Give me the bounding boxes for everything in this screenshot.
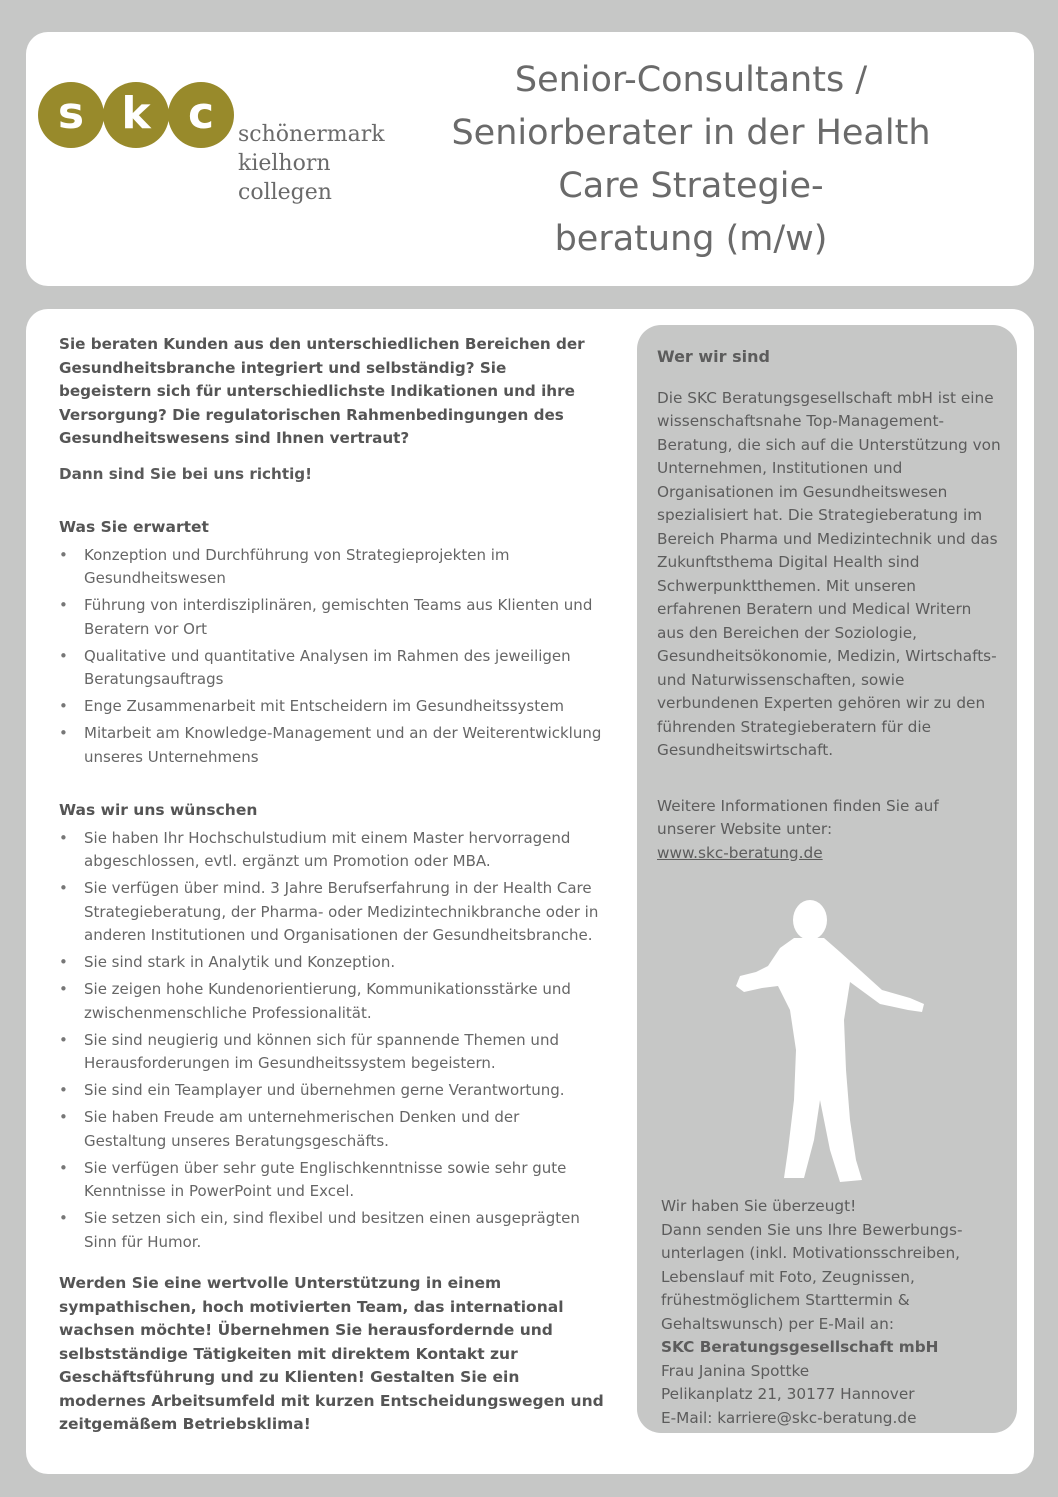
- list-item: • Sie verfügen über mind. 3 Jahre Berufserfahrung in der Health Care Strategieberatung, der Pharma- oder Medizintechnikbranche oder in anderen Institutionen und Organisationen der Gesundheitsbranche.: [59, 877, 604, 948]
- logo-letter: k: [121, 88, 151, 139]
- list-item: • Mitarbeit am Knowledge-Management und an der Weiterentwicklung unseres Unternehmens: [59, 722, 604, 769]
- job-title: Senior-Consultants / Seniorberater in der Health Care Strategie- beratung (m/w): [451, 60, 931, 259]
- skc-logo: [38, 82, 238, 148]
- list-item: • Sie sind neugierig und können sich für spannende Themen und Herausforderungen im Gesundheitssystem begeistern.: [59, 1029, 604, 1076]
- list-item: • Sie zeigen hohe Kundenorientierung, Kommunikationsstärke und zwischenmenschliche Professionalität.: [59, 978, 604, 1025]
- list-item: • Sie setzen sich ein, sind flexibel und besitzen einen ausgeprägten Sinn für Humor.: [59, 1207, 604, 1254]
- wish-list: [59, 827, 604, 1255]
- header-card: [26, 32, 1034, 286]
- list-item: • Sie haben Freude am unternehmerischen Denken und der Gestaltung unseres Beratungsgeschäfts.: [59, 1106, 604, 1153]
- list-item: • Sie sind stark in Analytik und Konzeption.: [59, 951, 604, 975]
- list-item: • Enge Zusammenarbeit mit Entscheidern im Gesundheitssystem: [59, 695, 604, 719]
- info-text: Weitere Informationen finden Sie auf unserer Website unter:: [657, 796, 939, 838]
- about-text: Die SKC Beratungsgesellschaft mbH ist eine wissenschaftsnahe Top-Management-Beratung, die sich auf die Unterstützung von Unternehmen, Institutionen und Organisationen im Gesundheitswesen spezialisiert hat. Die Strategieberatung im Bereich Pharma und Medizintechnik und das Zukunftsthema Digital Health sind Schwerpunktthemen. Mit unseren erfahrenen Beratern und Medical Writern aus den Bereichen der Soziologie, Gesundheitsökonomie, Medizin, Wirtschafts- und Naturwissenschaften, sowie verbundenen Experten gehören wir zu den führenden Strategieberatern für die Gesundheitswirtschaft.: [657, 388, 1001, 759]
- convinced-text: Wir haben Sie überzeugt!: [661, 1197, 857, 1215]
- section-heading-expect: Was Sie erwartet: [59, 518, 209, 536]
- logo-letter: s: [57, 88, 85, 139]
- list-item: • Qualitative und quantitative Analysen im Rahmen des jeweiligen Beratungsauftrags: [59, 645, 604, 692]
- list-item: • Konzeption und Durchführung von Strategieprojekten im Gesundheitswesen: [59, 544, 604, 591]
- logo-wordmark: schönermark kielhorn collegen: [238, 122, 385, 205]
- apply-text: Dann senden Sie uns Ihre Bewerbungs-unterlagen (inkl. Motivationsschreiben, Lebenslauf mit Foto, Zeugnissen, frühestmöglichem Starttermin & Gehaltswunsch) per E-Mail an:: [661, 1220, 963, 1333]
- list-item: • Sie verfügen über sehr gute Englischkenntnisse sowie sehr gute Kenntnisse in PowerPoint und Excel.: [59, 1157, 604, 1204]
- section-heading-wish: Was wir uns wünschen: [59, 801, 258, 819]
- list-item: • Führung von interdisziplinären, gemischten Teams aus Klienten und Beratern vor Ort: [59, 594, 604, 641]
- list-item: • Sie sind ein Teamplayer und übernehmen gerne Verantwortung.: [59, 1079, 604, 1103]
- main-column: [59, 333, 604, 1437]
- company-name: SKC Beratungsgesellschaft mbH: [661, 1338, 939, 1356]
- expect-list: [59, 544, 604, 770]
- sidebar-heading: Wer wir sind: [657, 347, 770, 366]
- email-text: E-Mail: karriere@skc-beratung.de: [661, 1408, 917, 1427]
- closing-text: Werden Sie eine wertvolle Unterstützung in einem sympathischen, hoch motivierten Team, das international wachsen möchte! Übernehmen Sie herausfordernde und selbstständige Tätigkeiten mit direktem Kontakt zur Geschäftsführung und zu Klienten! Gestalten Sie ein modernes Arbeitsumfeld mit kurzen Entscheidungswegen und zeitgemäßem Betriebsklima!: [59, 1274, 604, 1433]
- contact-name: Frau Janina Spottke: [661, 1361, 810, 1380]
- person-silhouette-icon: [732, 900, 932, 1185]
- intro-text: Sie beraten Kunden aus den unterschiedlichen Bereichen der Gesundheitsbranche integriert und selbständig? Sie begeistern sich für unterschiedlichste Indikationen und ihre Versorgung? Die regulatorischen Rahmenbedingungen des Gesundheitswesens sind Ihnen vertraut?: [59, 335, 585, 447]
- intro-tagline: Dann sind Sie bei uns richtig!: [59, 464, 313, 483]
- address: Pelikanplatz 21, 30177 Hannover: [661, 1385, 915, 1403]
- logo-letter: c: [187, 88, 215, 139]
- body-card: [26, 309, 1034, 1474]
- website-link[interactable]: www.skc-beratung.de: [657, 843, 823, 862]
- sidebar-panel: [637, 325, 1017, 1433]
- list-item: • Sie haben Ihr Hochschulstudium mit einem Master hervorragend abgeschlossen, evtl. ergänzt um Promotion oder MBA.: [59, 827, 604, 874]
